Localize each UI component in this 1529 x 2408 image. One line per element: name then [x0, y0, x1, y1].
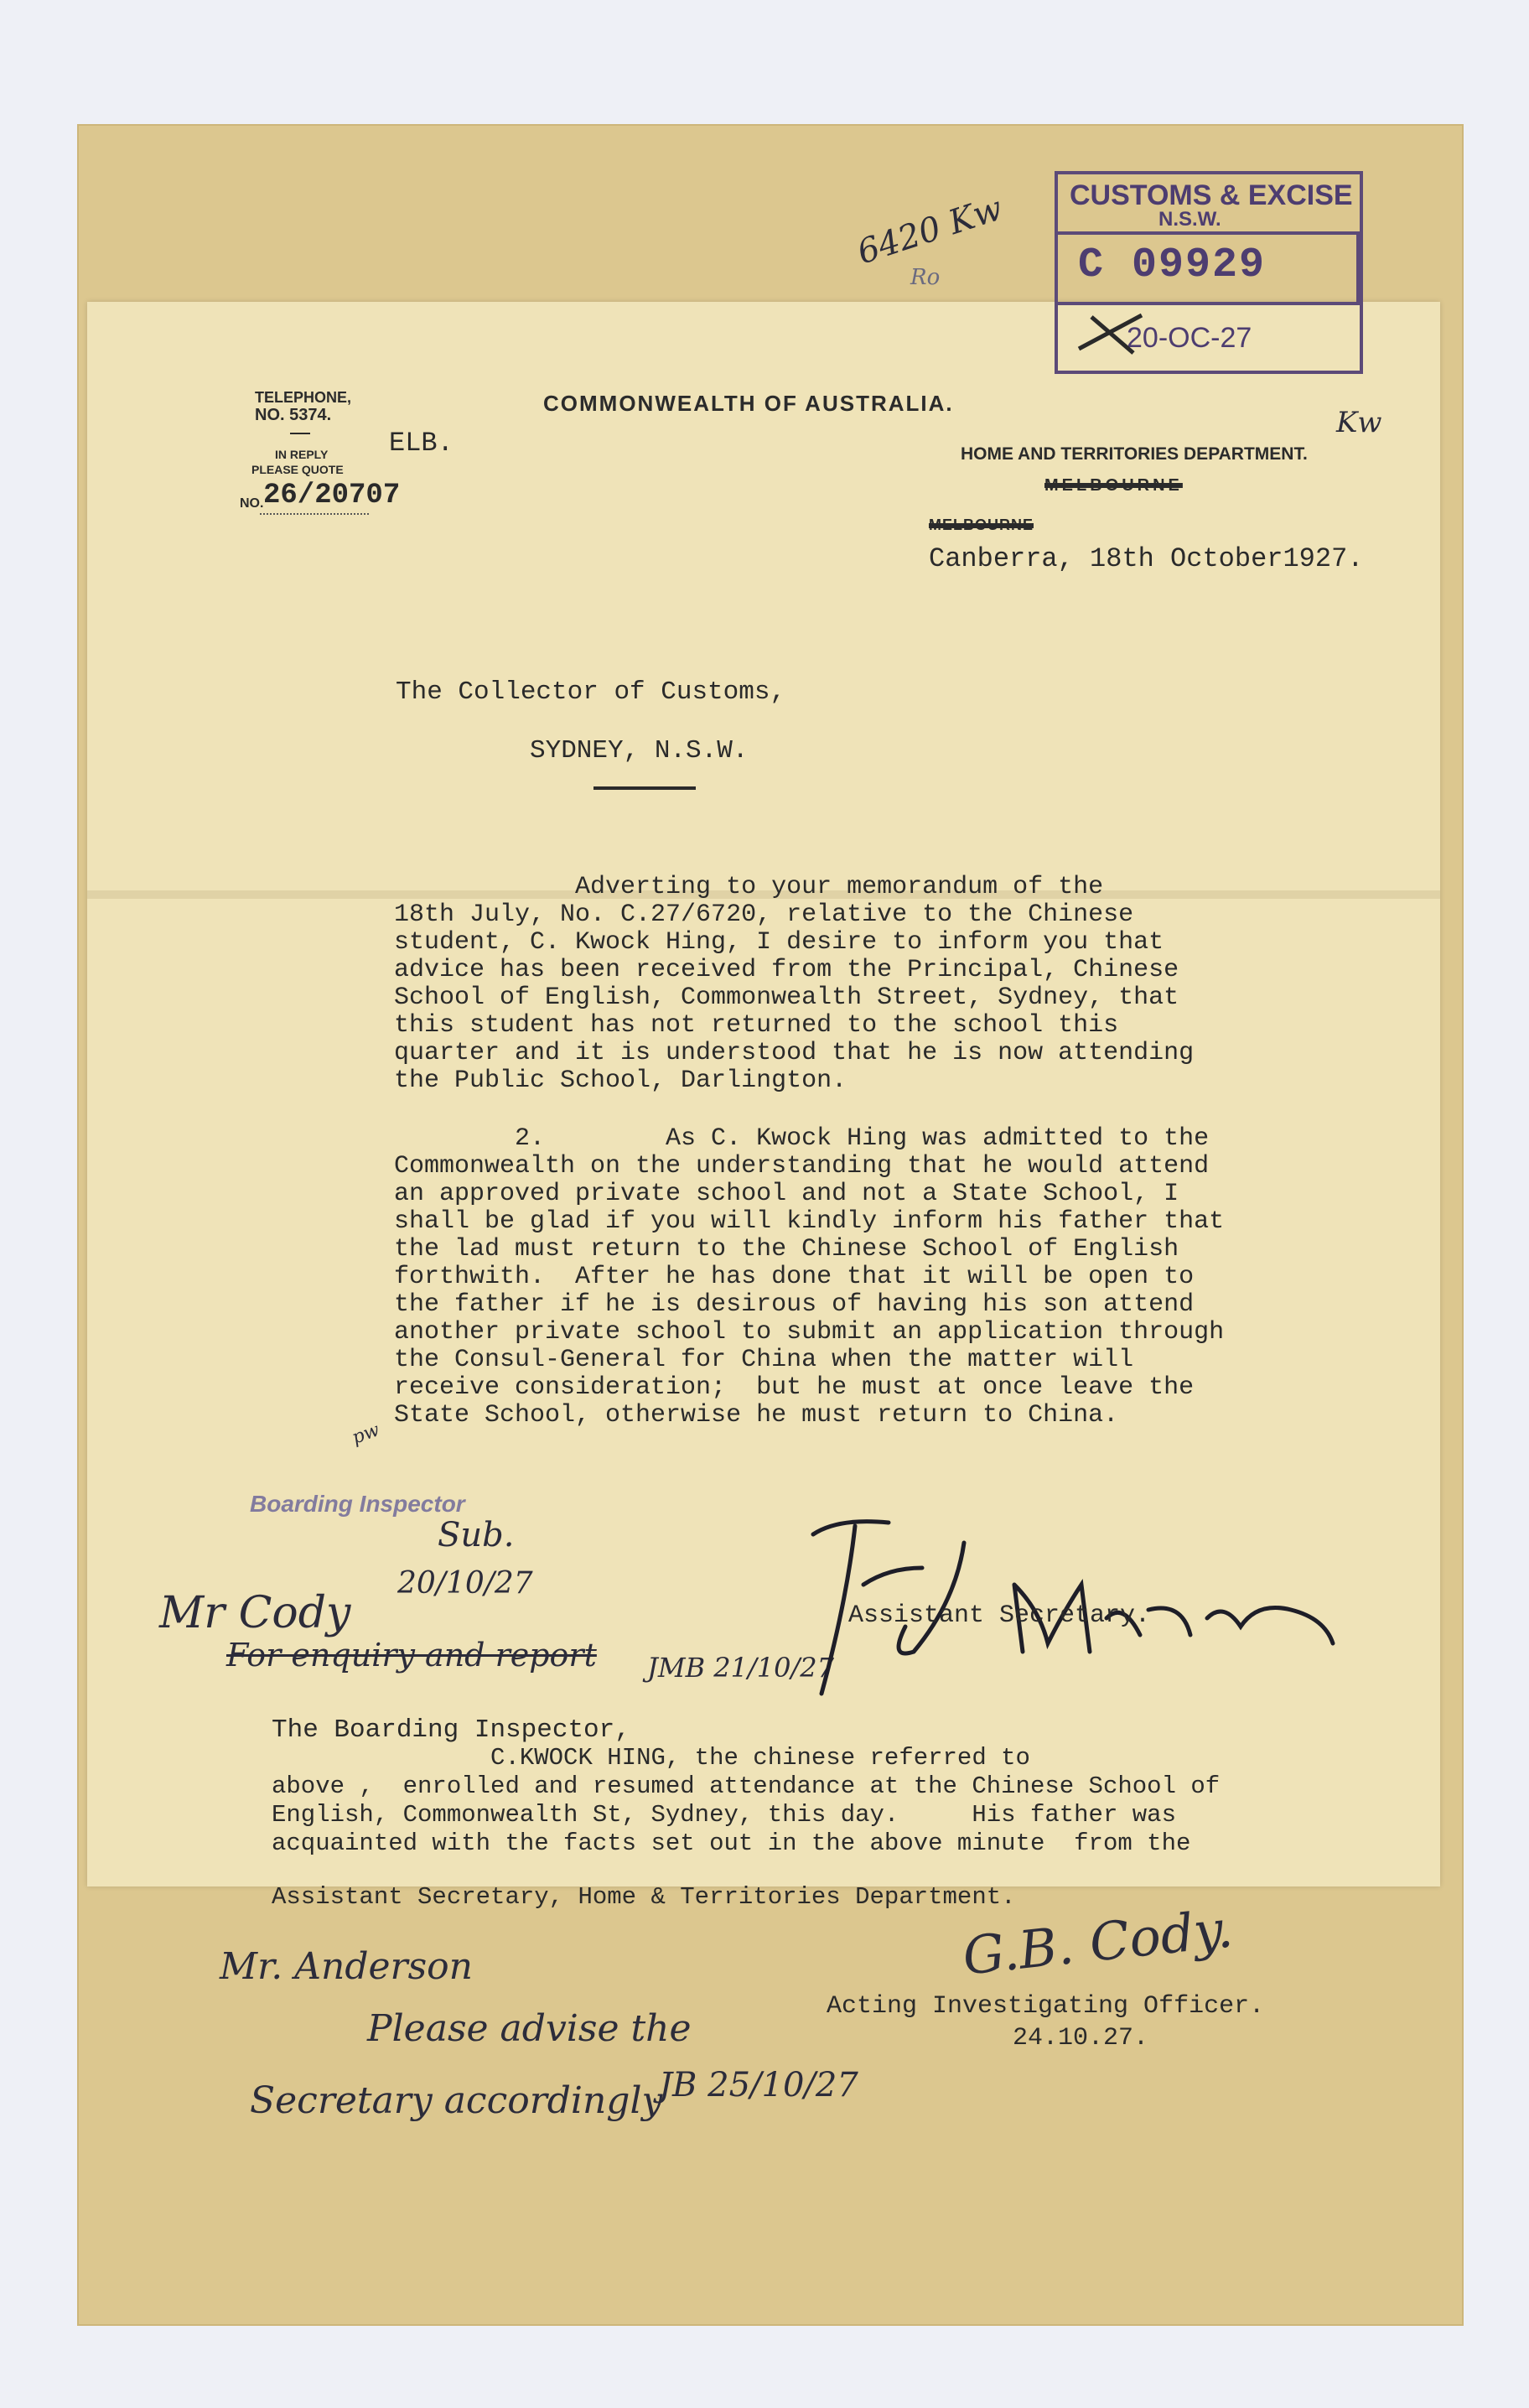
boarding-inspector-stamp: Boarding Inspector: [250, 1491, 465, 1517]
addressee-underline: [593, 786, 696, 790]
struck-place-1: MELBOURNE: [1044, 476, 1183, 495]
handwritten-right-note: Kw: [1336, 406, 1382, 439]
telephone-divider: [290, 433, 310, 434]
reference-no-label: NO.: [240, 496, 264, 511]
minute-sub-date: 20/10/27: [397, 1566, 533, 1601]
struck-place-2: MELBOURNE: [929, 516, 1034, 533]
minute-enquiry-sign: JMB 21/10/27: [647, 1652, 834, 1684]
body-paragraph-2: 2. As C. Kwock Hing was admitted to the Commonwealth on the understanding that he would attend an approved private school and not a State School, I shall be glad if you will kindly inform his father that the lad must return to the Chinese School of English forthwith. After he has done that it will be open to the father if he is desirous of having his son attend another private school to submit an application through the Consul-General for China when the matter will receive consideration; but he must at once leave the State School, otherwise he must return to China.: [394, 1124, 1225, 1430]
reference-dotted-line: [260, 513, 369, 515]
reply-text-last: Assistant Secretary, Home & Territories Department.: [272, 1883, 1016, 1911]
final-minute-line-2: Please advise the: [367, 2007, 692, 2050]
reply-label-1: IN REPLY: [275, 448, 329, 461]
margin-initials: pw: [349, 1419, 383, 1449]
department-name: HOME AND TERRITORIES DEPARTMENT.: [961, 444, 1308, 464]
signature-title: Assistant Secretary.: [848, 1601, 1151, 1630]
telephone-number: NO. 5374.: [255, 406, 332, 424]
stamp-tick-mark: [1075, 307, 1150, 357]
minute-enquiry: For enquiry and report: [226, 1637, 597, 1674]
addressee-line-1: The Collector of Customs,: [396, 677, 786, 707]
handwritten-initials: Ro: [910, 265, 941, 290]
reply-label-2: PLEASE QUOTE: [251, 463, 344, 476]
final-minute-line-3: Secretary accordingly: [250, 2079, 663, 2122]
minute-mr-cody: Mr Cody: [159, 1588, 351, 1638]
officer-date: 24.10.27.: [1013, 2024, 1149, 2053]
stamp-state: N.S.W.: [1158, 208, 1221, 231]
final-minute-sign: JB 25/10/27: [659, 2066, 858, 2104]
body-paragraph-1: Adverting to your memorandum of the 18th July, No. C.27/6720, relative to the Chinese student, C. Kwock Hing, I desire to inform you that advice has been received from the Principal, Chinese School of English, Commonwealth Street, Sydney, that this student has not returned to the school this quarter and it is understood that he is now attending the Public School, Darlington.: [394, 873, 1195, 1095]
final-minute-line-1: Mr. Anderson: [220, 1945, 473, 1988]
reply-salutation: The Boarding Inspector,: [272, 1715, 630, 1745]
telephone-label: TELEPHONE,: [255, 389, 352, 406]
stamp-title: CUSTOMS & EXCISE: [1070, 179, 1353, 211]
officer-title: Acting Investigating Officer.: [827, 1992, 1265, 2021]
minute-sub: Sub.: [438, 1516, 515, 1554]
stamp-number: C 09929: [1078, 241, 1267, 289]
reference-number: 26/20707: [263, 480, 401, 511]
reply-text: C.KWOCK HING, the chinese referred to above , enrolled and resumed attendance at the Chinese School of English, Commonwealth St, Sydney, this day. His father was acquainted with the facts set out in the above minute from the: [272, 1744, 1221, 1857]
addressee-line-2: SYDNEY, N.S.W.: [530, 736, 749, 765]
customs-received-stamp: [1055, 171, 1363, 374]
letterhead-title: COMMONWEALTH OF AUSTRALIA.: [543, 391, 954, 416]
typist-initials: ELB.: [389, 428, 454, 459]
cody-signature: G.B. Cody.: [960, 1897, 1236, 1987]
place-and-date: Canberra, 18th October1927.: [929, 543, 1364, 574]
handwritten-ref-note: 6420 Kw: [853, 189, 1008, 272]
stamp-date: 20-OC-27: [1127, 322, 1252, 354]
